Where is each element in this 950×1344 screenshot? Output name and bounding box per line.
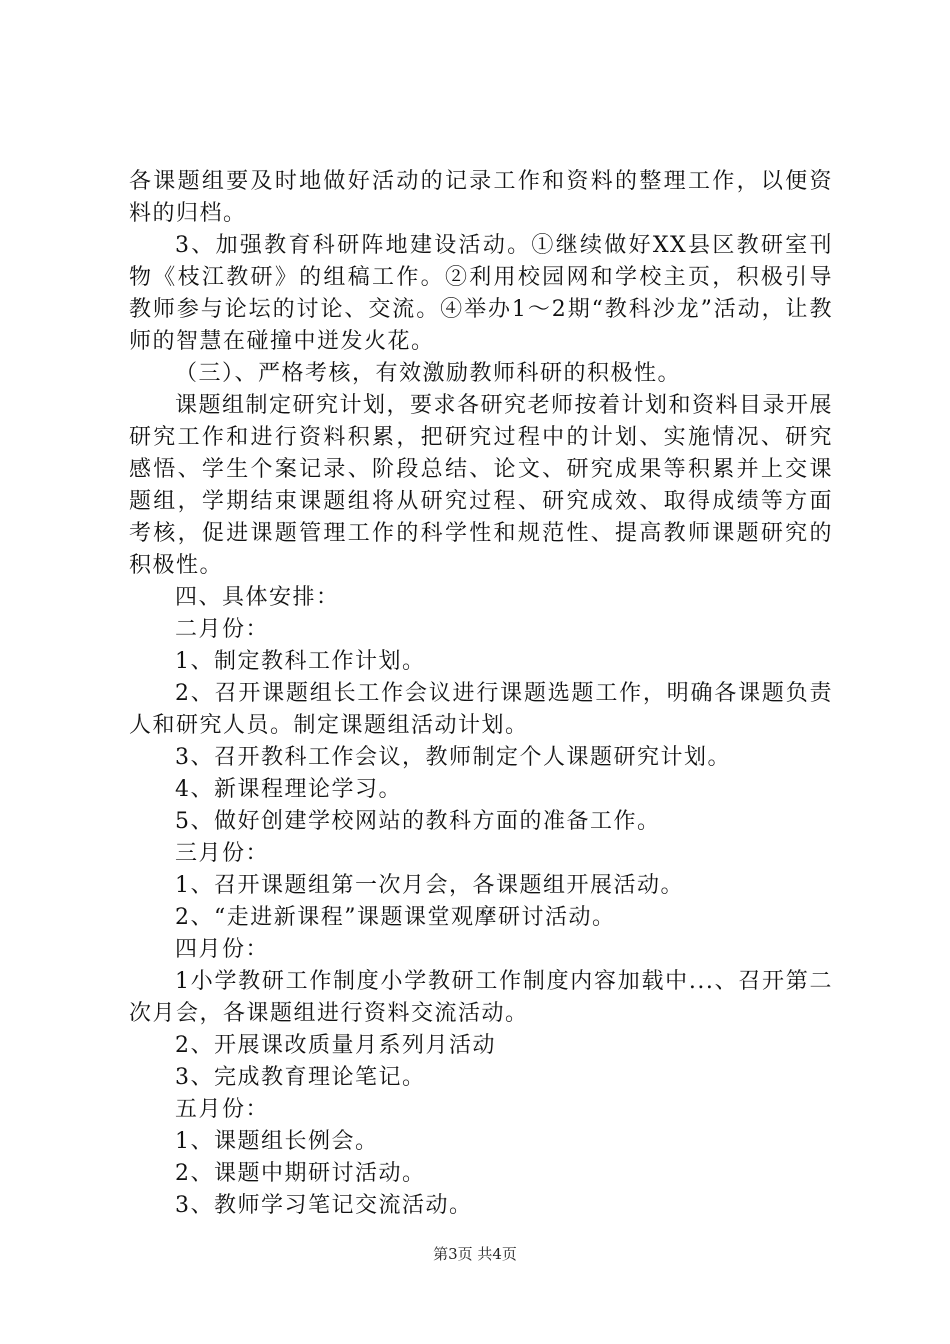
list-item: 2、召开课题组长工作会议进行课题选题工作，明确各课题负责人和研究人员。制定课题组活动计划。 — [129, 681, 833, 738]
list-item: 2、开展课改质量月系列月活动 — [175, 1033, 496, 1058]
paragraph-2: 3、加强教育科研阵地建设活动。①继续做好XX县区教研室刊物《枝江教研》的组稿工作。②利用校园网和学校主页，积极引导教师参与论坛的讨论、交流。④举办1～2期“教科沙龙”活动，让教师的智慧在碰撞中迸发火花。 — [129, 233, 833, 354]
section-heading-4: 四、具体安排： — [175, 585, 340, 610]
list-item: 2、课题中期研讨活动。 — [175, 1161, 426, 1186]
list-item: 4、新课程理论学习。 — [175, 777, 402, 802]
section-heading-3: （三）、严格考核，有效激励教师科研的积极性。 — [175, 361, 682, 386]
list-item: 5、做好创建学校网站的教科方面的准备工作。 — [175, 809, 661, 834]
month-heading-may: 五月份： — [175, 1097, 270, 1122]
paragraph-1: 各课题组要及时地做好活动的记录工作和资料的整理工作，以便资料的归档。 — [129, 169, 833, 226]
document-body — [129, 166, 833, 1222]
month-heading-february: 二月份： — [175, 617, 270, 642]
list-item: 1、制定教科工作计划。 — [175, 649, 426, 674]
paragraph-4: 课题组制定研究计划，要求各研究老师按着计划和资料目录开展研究工作和进行资料积累，把研究过程中的计划、实施情况、研究感悟、学生个案记录、阶段总结、论文、研究成果等积累并上交课题组，学期结束课题组将从研究过程、研究成效、取得成绩等方面考核，促进课题管理工作的科学性和规范性、提高教师课题研究的积极性。 — [129, 393, 834, 578]
list-item: 3、教师学习笔记交流活动。 — [175, 1193, 473, 1218]
list-item: 1、课题组长例会。 — [175, 1129, 379, 1154]
list-item: 2、“走进新课程”课题课堂观摩研讨活动。 — [175, 905, 616, 930]
list-item: 3、完成教育理论笔记。 — [175, 1065, 426, 1090]
list-item: 1、召开课题组第一次月会，各课题组开展活动。 — [175, 873, 684, 898]
list-item: 3、召开教科工作会议，教师制定个人课题研究计划。 — [175, 745, 731, 770]
month-heading-april: 四月份： — [175, 937, 270, 962]
page-number-footer: 第3页 共4页 — [433, 1245, 517, 1263]
month-heading-march: 三月份： — [175, 841, 270, 866]
list-item: 1小学教研工作制度小学教研工作制度内容加载中...、召开第二次月会，各课题组进行资料交流活动。 — [129, 969, 833, 1026]
